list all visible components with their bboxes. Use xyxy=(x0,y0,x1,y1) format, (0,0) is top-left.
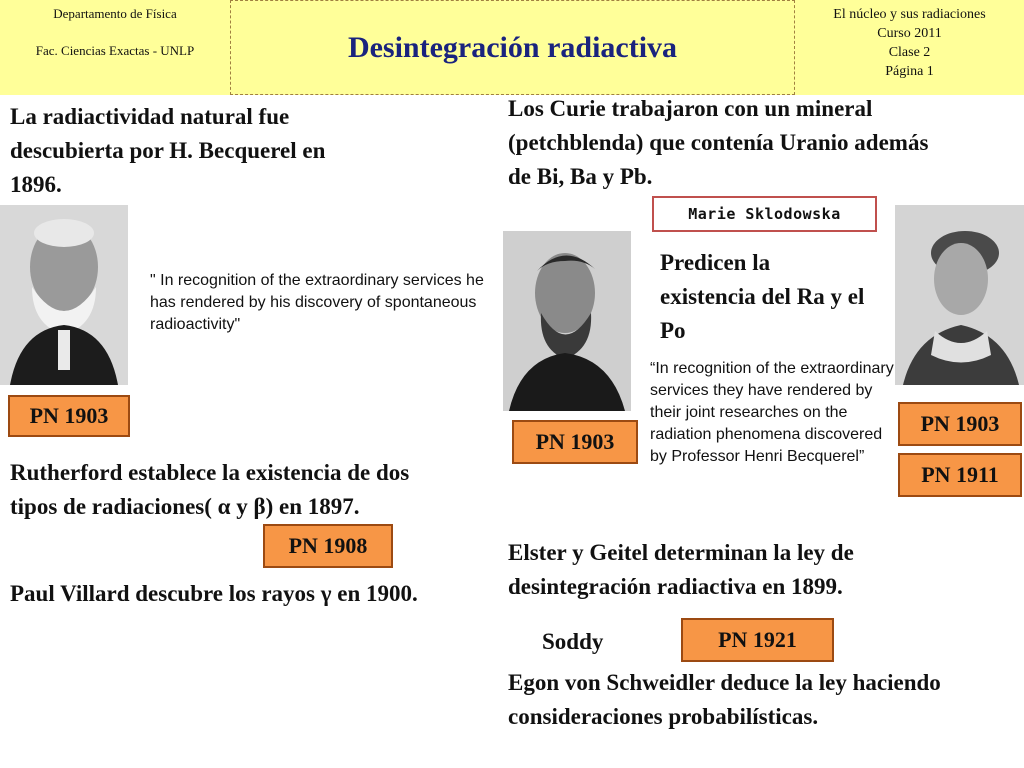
page-number: Página 1 xyxy=(885,64,934,79)
marie-curie-photo xyxy=(895,205,1024,385)
soddy-nobel-badge: PN 1921 xyxy=(681,618,834,662)
alpha-symbol: α xyxy=(217,494,231,519)
curie-quote: “In recognition of the extraordinary services they have rendered by their joint researches on the radiation phenomena discovered by Professor Henri Becquerel” xyxy=(650,360,894,465)
class-number: Clase 2 xyxy=(888,45,931,60)
faculty-label: Fac. Ciencias Exactas - UNLP xyxy=(35,43,195,58)
curie-text: Los Curie trabajaron con un mineral (petchblenda) que contenía Uranio además de Bi, Ba y Pb. xyxy=(508,96,929,189)
rutherford-text: Rutherford establece la existencia de dos tipos de radiaciones( α y β) en 1897. xyxy=(10,460,410,519)
header-left-panel xyxy=(0,0,230,95)
pierre-nobel-badge: PN 1903 xyxy=(512,420,638,464)
header-right-panel xyxy=(795,0,1024,95)
becquerel-text: La radiactividad natural fue descubierta por H. Becquerel en 1896. xyxy=(10,104,326,197)
course-year: Curso 2011 xyxy=(877,26,942,41)
becquerel-quote: " In recognition of the extraordinary services he has rendered by his discovery of spontaneous radioactivity" xyxy=(150,272,484,333)
predict-text: Predicen la existencia del Ra y el Po xyxy=(660,250,865,343)
marie-nobel-badge-1911: PN 1911 xyxy=(898,453,1022,497)
marie-sklodowska-label: Marie Sklodowska xyxy=(652,196,877,232)
department-label: Departamento de Física xyxy=(53,6,177,21)
schweidler-text: Egon von Schweidler deduce la ley haciendo consideraciones probabilísticas. xyxy=(508,670,941,729)
header-title-panel xyxy=(230,0,795,95)
marie-nobel-badge-1903: PN 1903 xyxy=(898,402,1022,446)
rutherford-nobel-badge: PN 1908 xyxy=(263,524,393,568)
becquerel-photo xyxy=(0,205,128,385)
beta-symbol: β xyxy=(253,494,266,519)
gamma-symbol: γ xyxy=(320,581,332,606)
course-topic: El núcleo y sus radiaciones xyxy=(833,7,986,22)
becquerel-nobel-badge: PN 1903 xyxy=(8,395,130,437)
page-title: Desintegración radiactiva xyxy=(347,31,678,64)
soddy-label: Soddy xyxy=(542,629,604,654)
villard-text: Paul Villard descubre los rayos γ en 1900. xyxy=(10,581,418,606)
pierre-curie-photo xyxy=(503,231,631,411)
elster-geitel-text: Elster y Geitel determinan la ley de desintegración radiactiva en 1899. xyxy=(508,540,854,599)
